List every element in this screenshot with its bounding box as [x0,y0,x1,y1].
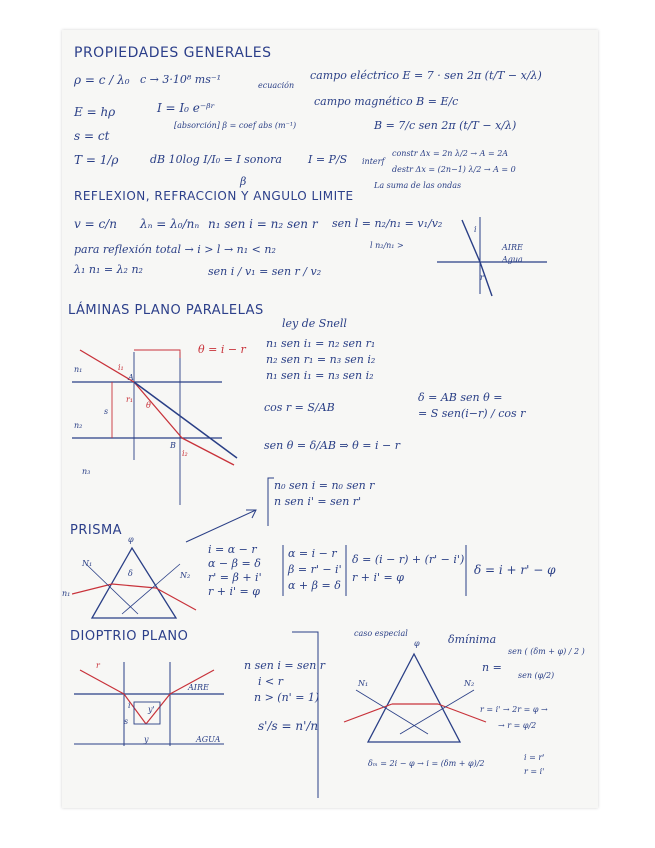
diop-fig-aire: AIRE [188,683,209,692]
lamina-figure [72,330,242,510]
heading-reflexion: REFLEXION, REFRACCION Y ANGULO LIMITE [74,189,354,203]
prisma-fig-phi: φ [128,535,134,544]
lam-sen-theta: sen θ = δ/AB ⇒ θ = i − r [264,439,400,452]
refl-fig-i: i [474,225,477,234]
prisma-col1-0: i = α − r [208,543,257,556]
eq-distance: s = ct [74,129,110,143]
prisma-col2-2: α + β = δ [288,579,341,592]
diop-fig-s: s [124,717,129,726]
caso-delta-min: δmínima [448,633,497,646]
eq-constr: constr Δx = 2n λ/2 → A = 2A [392,149,509,158]
eq-sen-ratio: sen i / v₁ = sen r / v₂ [208,265,322,278]
eq-decibel: dB 10log I/I₀ = I sonora [150,153,282,166]
heading-dioptrio: DIOPTRIO PLANO [70,629,189,644]
prisma-col2-0: α = i − r [288,547,337,560]
diop-fig-r: r [96,661,100,670]
diop-fig-i: i [128,701,131,710]
prisma-col1-2: r' = β + i' [208,571,262,584]
eq-v: v = c/n [74,217,117,231]
diop-eq3: n > (n' = 1) [254,691,320,704]
lam-eq2: n₂ sen r₁ = n₃ sen i₂ [266,353,376,366]
lam-eq3: n₁ sen i₁ = n₃ sen i₂ [266,369,374,382]
eq-limite: sen l = n₂/n₁ = v₁/v₂ [332,217,443,230]
lam-delta1: δ = AB sen θ = [418,391,503,404]
lam-eq1: n₁ sen i₁ = n₂ sen r₁ [266,337,376,350]
diop-fig-y: y [144,735,149,744]
prisma-arrow [182,506,262,546]
lam-label-i2: i₂ [182,449,188,458]
caso-n2: N₂ [464,679,475,688]
lam-point-a: A [128,373,134,382]
caso-r-eq2: → r = φ/2 [498,721,537,730]
caso-prism [368,654,460,742]
caso-r-eq: r = i' [524,767,545,776]
eq-c-value: c → 3·10⁸ ms⁻¹ [140,73,222,86]
prisma-col1-3: r + i' = φ [208,585,260,598]
lam-delta2: = S sen(i−r) / cos r [418,407,526,420]
caso-phi: φ [414,639,420,648]
bracket-line [268,478,274,526]
diop-fig-yp: y' [148,705,155,714]
prisma-fig-delta: δ [128,569,133,578]
caso-delta-eq: δₘ = 2i − φ → i = (δm + φ)/2 [368,759,485,768]
caso-n1: N₁ [358,679,369,688]
prisma-brackets [280,542,470,600]
prisma-col2-1: β = r' − i' [288,563,342,576]
lam-label-i1: i₁ [118,363,124,372]
prisma-col3-0: δ = (i − r) + (r' − i') [352,553,465,566]
eq-destr: destr Δx = (2n−1) λ/2 → A = 0 [392,165,516,174]
note-suma: La suma de las ondas [374,181,462,190]
eq-energy: E = hρ [74,105,116,119]
eq-total: para reflexión total → i > l → n₁ < n₂ [74,243,276,256]
prisma-result: δ = i + r' − φ [474,563,556,577]
refl-fig-aire: AIRE [502,243,523,252]
incident-ray [80,350,134,382]
eq-rho: ρ = c / λ₀ [74,73,130,87]
lam-ley-snell: ley de Snell [282,317,347,330]
caso-n-num: sen ( (δm + φ) / 2 ) [508,647,585,656]
caso-title: caso especial [354,629,408,638]
eq-lambdas: λ₁ n₁ = λ₂ n₂ [74,263,143,276]
diop-fig-agua: AGUA [196,735,221,744]
lam-n1: n₁ [74,365,83,374]
lam-bracket1: n₀ sen i = n₀ sen r [274,479,375,492]
eq-snell: n₁ sen i = n₂ sen r [208,217,318,231]
eq-period: T = 1/ρ [74,153,119,167]
theta-marker [134,350,180,358]
lam-label-theta: θ [146,401,151,410]
caso-i-eq: i = r' [524,753,545,762]
eq-intensity: I = I₀ e⁻ᵝʳ [157,101,215,115]
label-ecuacion: ecuación [258,81,295,90]
lam-n2: n₂ [74,421,83,430]
label-interf: interf [362,157,385,166]
arrow-line [186,510,256,542]
heading-prisma: PRISMA [70,523,123,538]
inside-ray [134,382,182,438]
eq-campo-electrico: campo eléctrico E = 7 · sen 2π (t/T − x/λ) [310,69,542,82]
diop-eq1: n sen i = sen r [244,659,326,672]
eq-power: I = P/S [308,153,348,166]
refl-fig-r: r [480,273,484,282]
prism-triangle [92,548,176,618]
notebook-page [62,30,598,808]
dioptrio-ray-left [80,670,124,694]
caso-n-den: sen (φ/2) [518,671,555,680]
caso-n-eq: n = [482,661,502,674]
prisma-fig-n1: n₁ [62,589,71,598]
incident-ray [462,220,480,262]
lam-label-s: s [104,407,109,416]
bracket-mark [266,476,276,528]
frame-line [292,632,318,798]
eq-lambda: λₙ = λ₀/nₙ [140,217,200,231]
extended-ray [134,382,237,458]
lam-label-r1: r₁ [126,395,134,404]
prisma-col1-1: α − β = δ [208,557,261,570]
lam-theta-red: θ = i − r [198,343,246,356]
lam-cos-r: cos r = S/AB [264,401,335,414]
refl-fig-agua: Agua [502,255,523,264]
caso-incident [344,704,392,722]
label-beta: β [240,175,247,188]
prism-emergent [156,588,196,610]
prisma-figure [72,544,202,624]
lam-bracket2: n sen i' = sen r' [274,495,362,508]
note-limite: l n₂/n₁ > [370,241,404,250]
prisma-col3-1: r + i' = φ [352,571,404,584]
eq-absorcion: [absorción] β = coef abs (m⁻¹) [174,121,297,130]
prisma-fig-n3: N₂ [180,571,191,580]
heading-laminas: LÁMINAS PLANO PARALELAS [68,303,264,318]
heading-propiedades: PROPIEDADES GENERALES [74,45,272,61]
eq-b-wave: B = 7/c sen 2π (t/T − x/λ) [374,119,517,132]
emergent-ray [182,438,234,465]
prism-inside [112,584,156,588]
eq-campo-magnetico: campo magnético B = E/c [314,95,459,108]
lam-point-b: B [170,441,176,450]
refraction-figure [432,212,552,298]
diop-eq2: i < r [258,675,283,688]
lam-n3: n₃ [82,467,91,476]
prisma-fig-n2: N₁ [82,559,93,568]
diop-eq4: s'/s = n'/n [258,719,319,733]
caso-r-eq1: r = i' → 2r = φ → [480,705,548,714]
